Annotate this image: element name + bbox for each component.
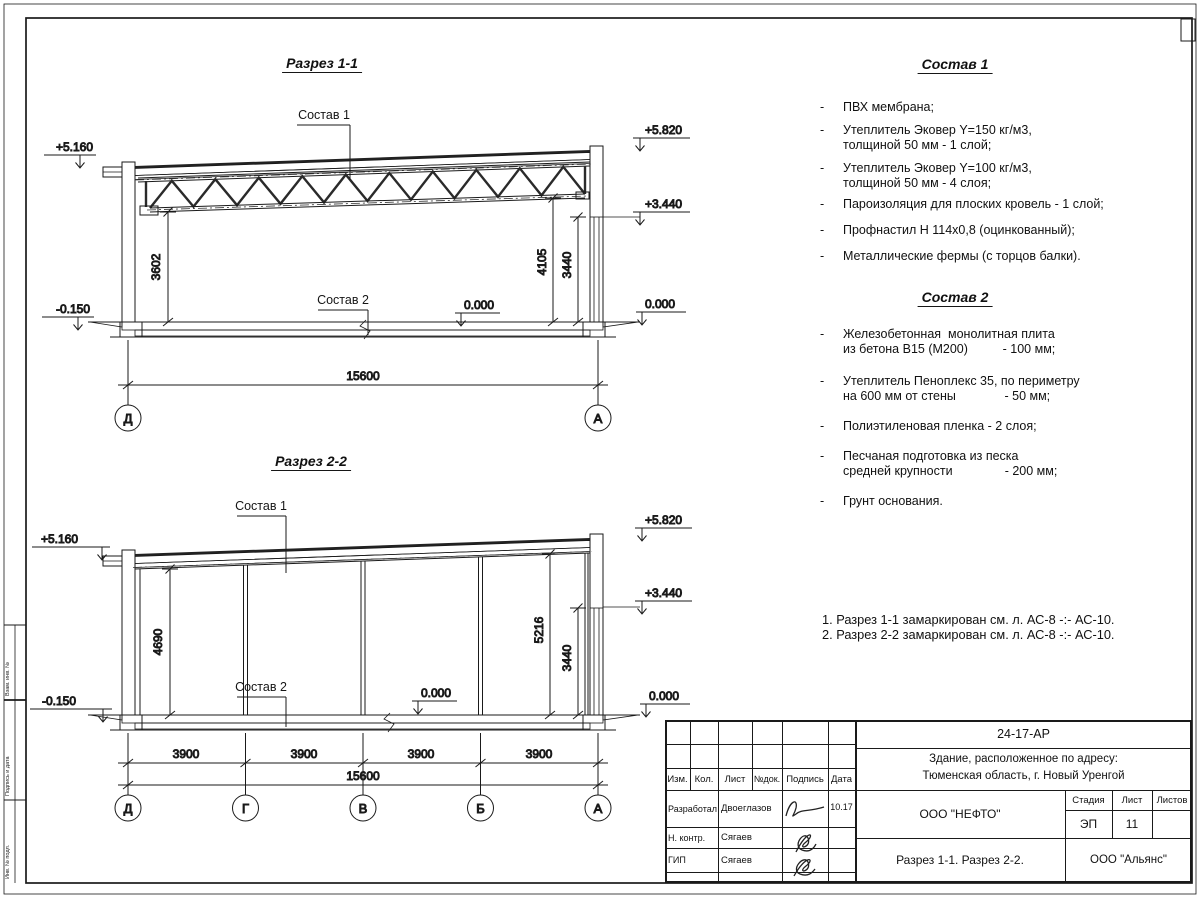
sheet-label: Лист: [1121, 794, 1143, 806]
sheets-total: [1152, 810, 1192, 838]
svg-text:+3.440: +3.440: [645, 586, 683, 600]
list-item: - Профнастил Н 114х0,8 (оцинкованный);: [820, 223, 1075, 237]
list-item: - Утеплитель Эковер Y=100 кг/м3, толщиной 50 мм - 4 слоя;: [820, 161, 1032, 190]
axis-dimensions: [115, 340, 611, 431]
sostav1-leader-label: Состав 1: [235, 499, 287, 513]
list-item: - Пароизоляция для плоских кровель - 1 слой;: [820, 197, 1104, 211]
floor-slab: [88, 320, 640, 339]
object-line2: Тюменская область, г. Новый Уренгой: [922, 770, 1125, 782]
svg-text:-0.150: -0.150: [55, 302, 90, 316]
svg-text:В: В: [358, 801, 368, 816]
floor-slab: [88, 713, 640, 732]
stamp-inv-label: Инв. № подл.: [5, 844, 11, 879]
leader-sostav2: [235, 680, 287, 727]
name-dvoeglazov: Двоеглазов: [721, 803, 772, 814]
roof-truss: [135, 162, 592, 215]
role-gip: ГИП: [668, 855, 686, 865]
svg-text:3900: 3900: [407, 747, 435, 761]
svg-text:А: А: [593, 801, 603, 816]
sostav2-leader-label: Состав 2: [235, 680, 287, 694]
col-kol: Кол.: [694, 773, 714, 785]
svg-text:0.000: 0.000: [421, 686, 452, 700]
sostav1-leader-label: Состав 1: [298, 108, 350, 122]
svg-text:0.000: 0.000: [649, 689, 680, 703]
svg-text:3440: 3440: [560, 251, 574, 279]
svg-text:Д: Д: [123, 411, 133, 426]
name-syagaev-2: Сягаев: [721, 854, 752, 866]
svg-text:А: А: [593, 411, 603, 426]
svg-text:Г: Г: [241, 801, 250, 816]
svg-text:-0.150: -0.150: [41, 694, 76, 708]
svg-text:0.000: 0.000: [645, 297, 676, 311]
sostav2-heading: Состав 2: [918, 289, 993, 307]
sheet-number: 11: [1125, 817, 1139, 831]
svg-text:4690: 4690: [151, 628, 165, 656]
svg-text:5216: 5216: [532, 616, 546, 644]
name-syagaev-1: Сягаев: [721, 832, 752, 843]
list-item: - Грунт основания.: [820, 494, 943, 508]
note-line: 2. Разрез 2-2 замаркирован см. л. АС-8 -:- АС-10.: [822, 627, 1115, 642]
col-data: Дата: [830, 773, 853, 785]
axis-dimensions: [115, 733, 611, 821]
company-nefto: ООО "НЕФТО": [919, 807, 1001, 821]
col-list: Лист: [724, 773, 746, 785]
role-nkontr: Н. контр.: [668, 832, 706, 843]
doc-code: 24-17-АР: [997, 727, 1050, 741]
interior-columns: [140, 553, 588, 715]
date-value: 10.17: [830, 802, 853, 812]
stamp-vzam-label: Взам. инв. №: [5, 661, 11, 696]
col-podpis: Подпись: [786, 773, 824, 785]
firm-alyans: ООО "Альянс": [1090, 853, 1167, 866]
list-item: - Полиэтиленовая пленка - 2 слоя;: [820, 419, 1037, 433]
section-2-2-title: Разрез 2-2: [271, 453, 351, 471]
list-item: - Песчаная подготовка из песка средней крупности - 200 мм;: [820, 449, 1058, 478]
sostav1-heading: Состав 1: [918, 56, 993, 74]
section-1-1-drawing: [42, 108, 690, 431]
svg-text:15600: 15600: [346, 369, 380, 383]
signatures: [782, 790, 828, 883]
role-razrabotal: Разработал: [668, 803, 717, 814]
sostav2-leader-label: Состав 2: [317, 293, 369, 307]
list-item: - Утеплитель Пеноплекс 35, по периметру на 600 мм от стены - 50 мм;: [820, 374, 1080, 403]
svg-text:Б: Б: [476, 801, 485, 816]
list-item: - ПВХ мембрана;: [820, 100, 934, 114]
svg-text:3900: 3900: [525, 747, 553, 761]
svg-text:Д: Д: [123, 801, 133, 816]
note-line: 1. Разрез 1-1 замаркирован см. л. АС-8 -:- АС-10.: [822, 612, 1115, 627]
svg-text:4105: 4105: [535, 248, 549, 276]
stage-value: ЭП: [1079, 817, 1098, 831]
svg-text:3900: 3900: [290, 747, 318, 761]
list-item: - Металлические фермы (с торцов балки).: [820, 249, 1081, 263]
object-line1: Здание, расположенное по адресу:: [929, 753, 1118, 765]
svg-text:+5.820: +5.820: [645, 513, 683, 527]
svg-text:+3.440: +3.440: [645, 197, 683, 211]
svg-text:3602: 3602: [149, 253, 163, 281]
svg-text:0.000: 0.000: [464, 298, 495, 312]
sheets-label: Листов: [1156, 794, 1188, 806]
title-block: [665, 720, 1192, 883]
svg-text:+5.160: +5.160: [55, 140, 93, 154]
list-item: - Железобетонная монолитная плита из бетона В15 (М200) - 100 мм;: [820, 327, 1056, 356]
list-item: - Утеплитель Эковер Y=150 кг/м3, толщиной 50 мм - 1 слой;: [820, 123, 1032, 152]
section-1-1-title: Разрез 1-1: [282, 55, 362, 73]
vertical-dimensions: [151, 550, 586, 720]
stage-label: Стадия: [1072, 794, 1105, 806]
sheet-title: Разрез 1-1. Разрез 2-2.: [896, 852, 1024, 867]
col-ndok: №док.: [753, 774, 781, 784]
svg-text:+5.160: +5.160: [40, 532, 78, 546]
section-2-2-drawing: [30, 499, 692, 821]
leader-sostav1: [235, 499, 287, 573]
svg-text:+5.820: +5.820: [645, 123, 683, 137]
svg-text:3440: 3440: [560, 644, 574, 672]
col-izm: Изм.: [667, 773, 688, 785]
leader-sostav2: [317, 293, 369, 335]
svg-text:15600: 15600: [346, 769, 380, 783]
roof-layers: [133, 538, 592, 569]
stamp-podpis-label: Подпись и дата: [5, 756, 11, 796]
svg-text:3900: 3900: [172, 747, 200, 761]
